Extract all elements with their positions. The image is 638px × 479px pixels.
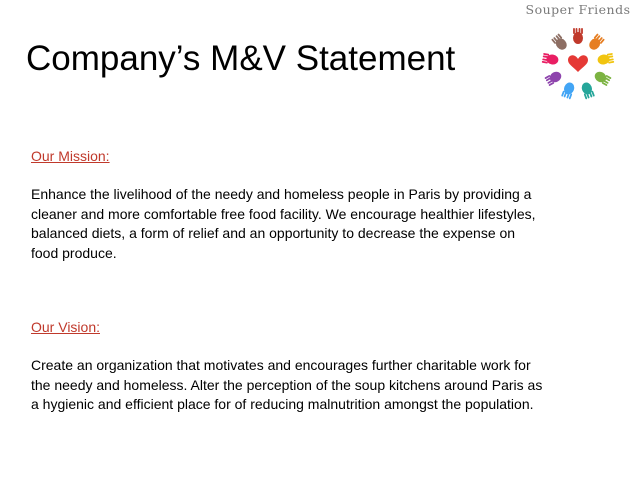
hand-icon bbox=[580, 81, 595, 99]
slide-title: Company’s M&V Statement bbox=[26, 39, 456, 78]
souper-friends-logo bbox=[522, 2, 634, 114]
heart-icon bbox=[568, 55, 588, 72]
hand-icon bbox=[587, 33, 605, 52]
hands-circle-logo-icon bbox=[532, 20, 624, 112]
hand-icon bbox=[551, 33, 569, 52]
hand-icon bbox=[542, 53, 559, 66]
mission-heading: Our Mission: bbox=[31, 148, 110, 164]
vision-text: Create an organization that motivates and encourages further charitable work for the needy and homeless. Alter the perception of the soup kitchens around Paris as a hygienic and efficient place for of reducing malnutrition amongst the population. bbox=[31, 357, 543, 412]
mission-text: Enhance the livelihood of the needy and homeless people in Paris by providing a cleaner and more comfortable free food facility. We encourage healthier lifestyles, balanced diets, a form of relief and an opportunity to decrease the expense on food produce. bbox=[31, 186, 536, 261]
hand-icon bbox=[593, 70, 612, 87]
hand-icon bbox=[573, 28, 583, 44]
vision-section bbox=[31, 318, 631, 415]
logo-text: Souper Friends bbox=[525, 2, 631, 17]
hand-icon bbox=[561, 81, 576, 99]
mission-section bbox=[31, 147, 631, 263]
hand-icon bbox=[544, 70, 563, 87]
vision-heading: Our Vision: bbox=[31, 319, 100, 335]
hand-icon bbox=[597, 53, 614, 66]
